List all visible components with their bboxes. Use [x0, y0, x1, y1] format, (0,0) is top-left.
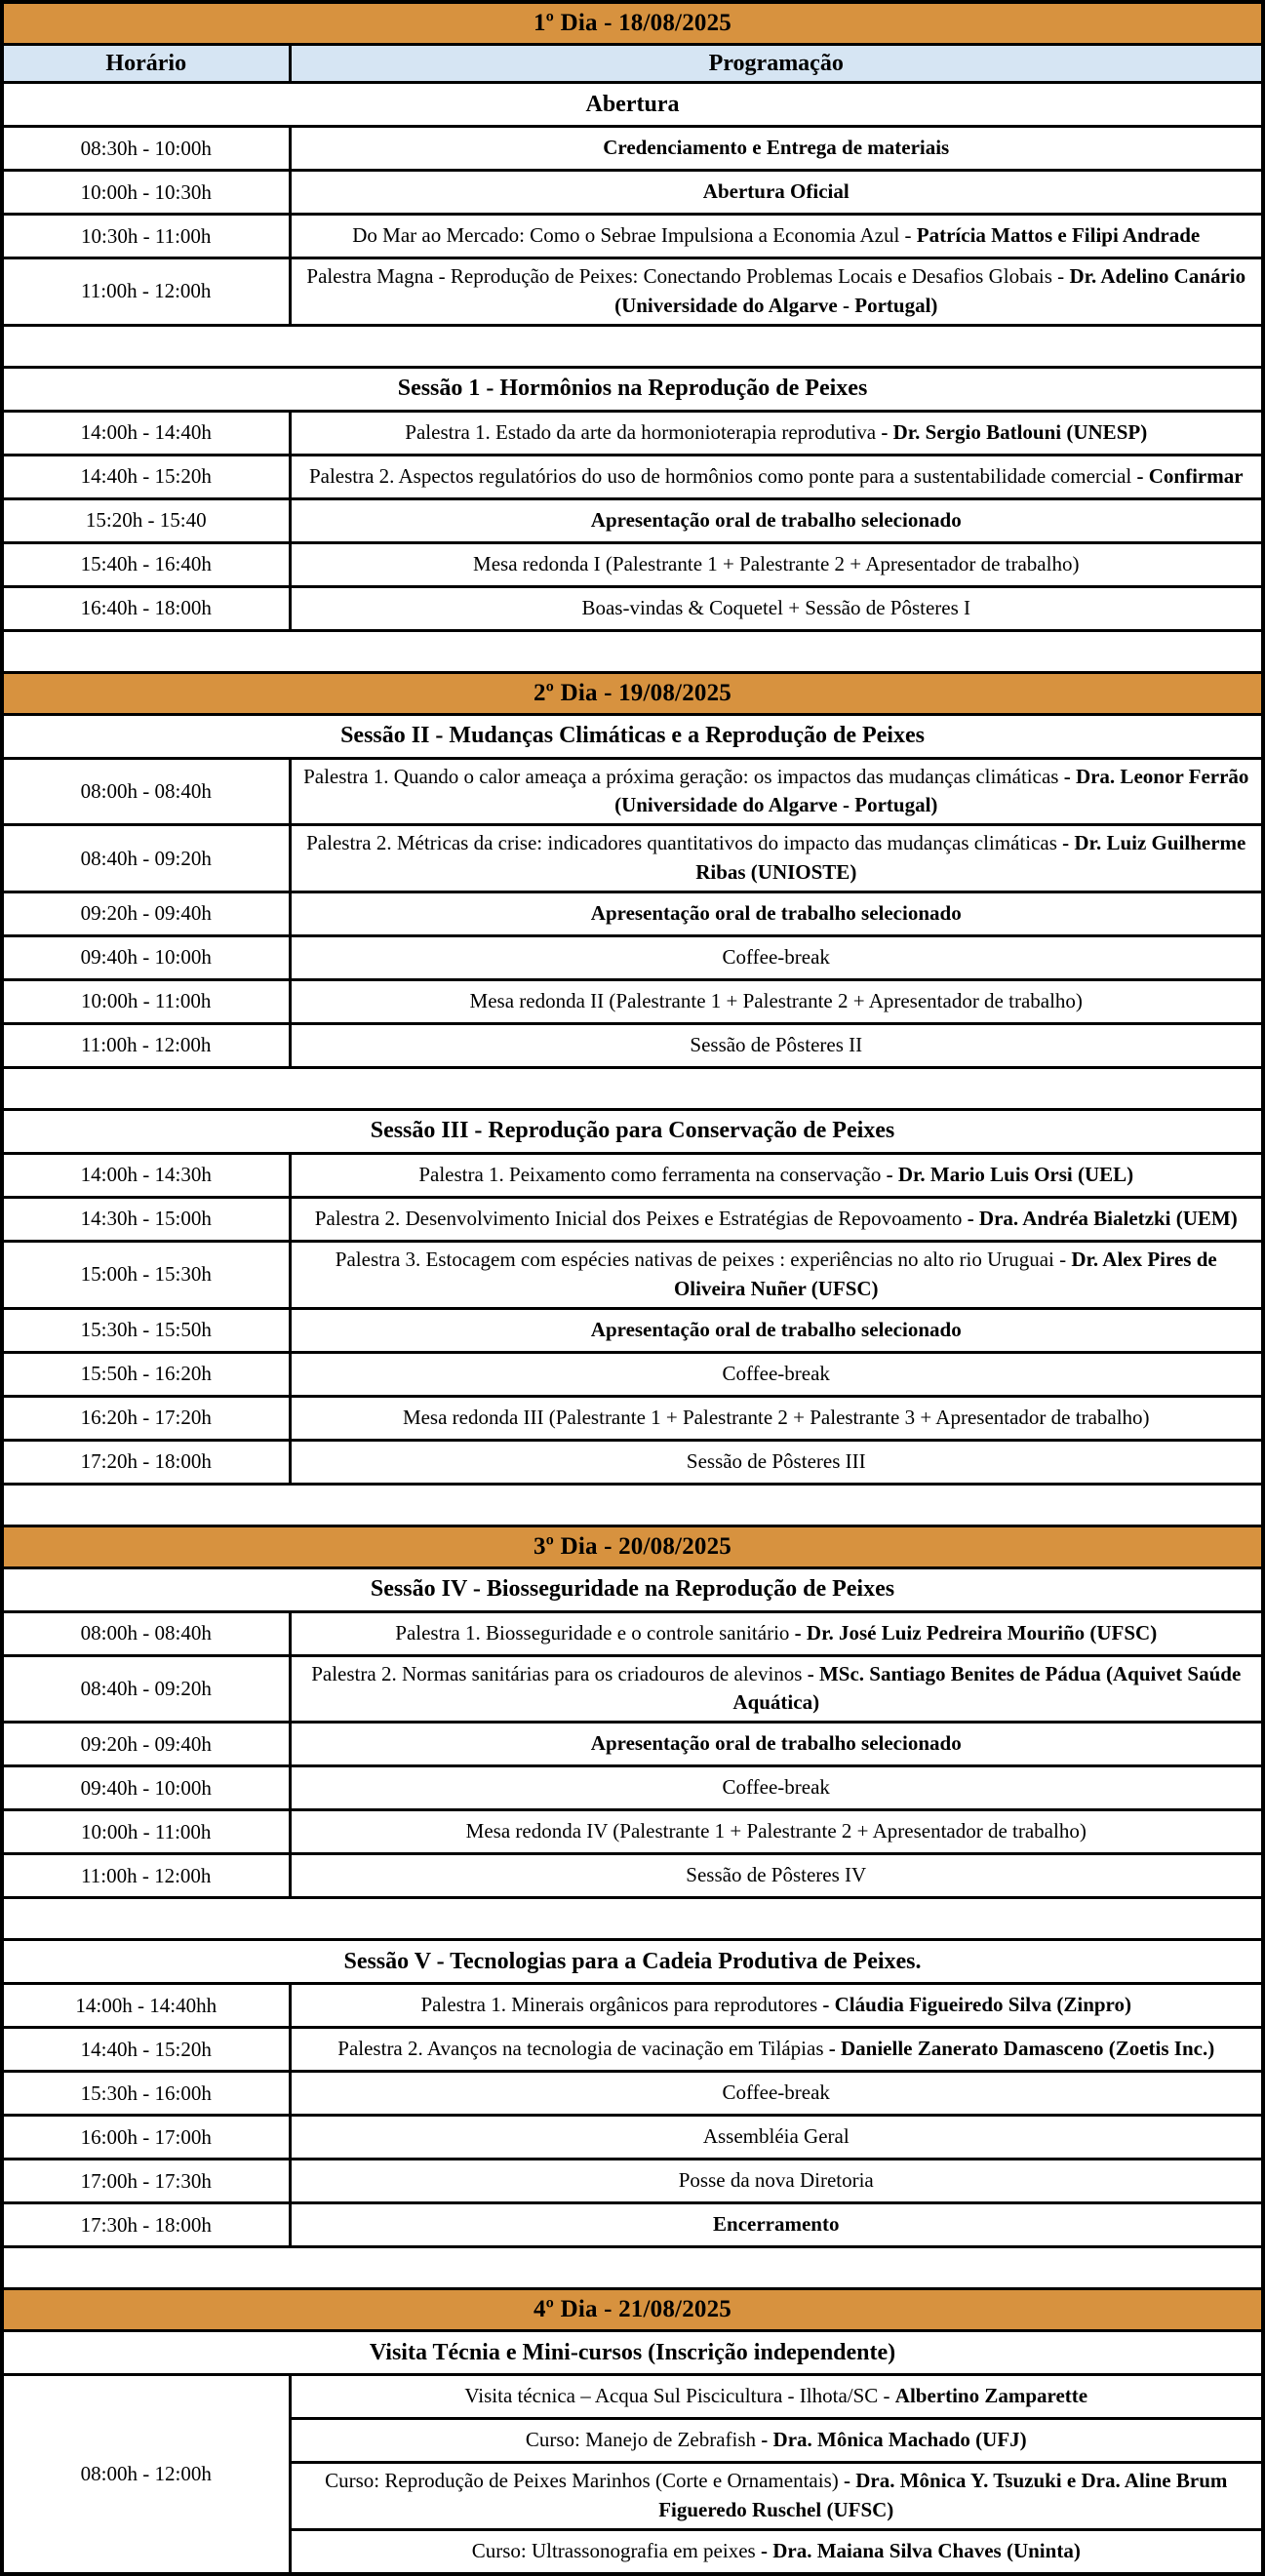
- program-cell: [290, 1308, 1263, 1352]
- session-header-row: [2, 83, 1263, 127]
- program-cell: [290, 935, 1263, 979]
- time-cell: 11:00h - 12:00h: [2, 1854, 290, 1898]
- column-header-program: Programação: [290, 45, 1263, 83]
- program-cell: [290, 1153, 1263, 1197]
- session-header-row: [2, 367, 1263, 411]
- time-cell: 15:30h - 15:50h: [2, 1308, 290, 1352]
- program-text: Palestra 2. Avanços na tecnologia de vacinação em Tilápias: [337, 2037, 829, 2061]
- time-cell: 15:00h - 15:30h: [2, 1241, 290, 1308]
- schedule-row: [2, 1810, 1263, 1854]
- spacer-row: [2, 630, 1263, 672]
- program-text: Do Mar ao Mercado: Como o Sebrae Impulsiona a Economia Azul -: [352, 223, 917, 248]
- time-cell: 17:30h - 18:00h: [2, 2203, 290, 2247]
- time-cell: 08:30h - 10:00h: [2, 127, 290, 171]
- schedule-row: [2, 2375, 1263, 2419]
- time-cell: 09:40h - 10:00h: [2, 1766, 290, 1810]
- program-cell: [290, 1396, 1263, 1440]
- program-cell: [290, 825, 1263, 892]
- program-text: Palestra 2. Aspectos regulatórios do uso de hormônios como ponte para a sustentabilidade comercial: [308, 463, 1137, 488]
- program-text: Curso: Ultrassonografia em peixes: [471, 2538, 761, 2562]
- program-text: Boas-vindas & Coquetel + Sessão de Pôsteres I: [581, 595, 971, 619]
- day-header-row: [2, 2289, 1263, 2331]
- program-text: Curso: Manejo de Zebrafish: [525, 2428, 762, 2452]
- schedule-row: [2, 1153, 1263, 1197]
- time-cell: 15:30h - 16:00h: [2, 2072, 290, 2116]
- schedule-row: [2, 1655, 1263, 1723]
- session-header: Visita Técnia e Mini-cursos (Inscrição independente): [2, 2331, 1263, 2375]
- session-header-row: [2, 1109, 1263, 1153]
- program-text: Coffee-break: [722, 1361, 830, 1385]
- schedule-row: [2, 1197, 1263, 1241]
- session-header-row: [2, 1567, 1263, 1611]
- program-text-bold: - Dr. Sergio Batlouni (UNESP): [881, 419, 1148, 444]
- program-cell: [290, 127, 1263, 171]
- program-text-bold: Albertino Zamparette: [894, 2384, 1088, 2408]
- program-cell: [290, 979, 1263, 1023]
- time-cell: 16:20h - 17:20h: [2, 1396, 290, 1440]
- schedule-row: [2, 935, 1263, 979]
- program-text-bold: - Danielle Zanerato Damasceno (Zoetis Inc.): [828, 2037, 1215, 2061]
- program-text-bold: Dr. Adelino Canário (Universidade do Algarve - Portugal): [614, 264, 1246, 317]
- program-cell: [290, 1655, 1263, 1723]
- schedule-row: [2, 758, 1263, 825]
- program-cell: [290, 2419, 1263, 2463]
- spacer-cell: [2, 2247, 1263, 2289]
- program-text: Palestra 1. Quando o calor ameaça a próxima geração: os impactos das mudanças climáticas: [303, 764, 1064, 788]
- spacer-row: [2, 1898, 1263, 1940]
- program-text: Palestra 1. Minerais orgânicos para reprodutores: [420, 1993, 823, 2017]
- program-cell: [290, 1241, 1263, 1308]
- program-text: Palestra 1. Peixamento como ferramenta na conservação: [418, 1162, 887, 1186]
- schedule-row: [2, 1440, 1263, 1484]
- schedule-row: [2, 1023, 1263, 1067]
- schedule-row: [2, 455, 1263, 498]
- day-header: 1º Dia - 18/08/2025: [2, 2, 1263, 45]
- program-text-bold: Patrícia Mattos e Filipi Andrade: [916, 223, 1201, 248]
- session-header: Abertura: [2, 83, 1263, 127]
- session-header: Sessão IV - Biosseguridade na Reprodução de Peixes: [2, 1567, 1263, 1611]
- column-header-time: Horário: [2, 45, 290, 83]
- session-header: Sessão V - Tecnologias para a Cadeia Produtiva de Peixes.: [2, 1940, 1263, 1984]
- day-header-row: [2, 1526, 1263, 1567]
- schedule-row: [2, 542, 1263, 586]
- program-text: Curso: Reprodução de Peixes Marinhos (Corte e Ornamentais): [325, 2469, 844, 2493]
- program-text-bold: Apresentação oral de trabalho selecionado: [590, 1731, 962, 1756]
- program-text: Mesa redonda II (Palestrante 1 + Palestrante 2 + Apresentador de trabalho): [469, 988, 1083, 1012]
- time-cell: 14:00h - 14:40h: [2, 411, 290, 455]
- program-text: Posse da nova Diretoria: [678, 2168, 874, 2193]
- session-header-row: [2, 1940, 1263, 1984]
- program-text: Mesa redonda III (Palestrante 1 + Palestrante 2 + Palestrante 3 + Apresentador de trabalho): [402, 1405, 1150, 1429]
- session-header: Sessão II - Mudanças Climáticas e a Reprodução de Peixes: [2, 714, 1263, 758]
- program-cell: [290, 586, 1263, 630]
- program-text-bold: - Dra. Leonor Ferrão (Universidade do Algarve - Portugal): [614, 764, 1249, 817]
- time-cell: 10:00h - 10:30h: [2, 171, 290, 215]
- schedule-row: [2, 2203, 1263, 2247]
- column-header-row: [2, 45, 1263, 83]
- time-cell: 08:40h - 09:20h: [2, 825, 290, 892]
- time-cell: 14:40h - 15:20h: [2, 455, 290, 498]
- program-text-bold: - Dr. Luiz Guilherme Ribas (UNIOSTE): [695, 831, 1246, 885]
- spacer-cell: [2, 1898, 1263, 1940]
- program-text-bold: Apresentação oral de trabalho selecionado: [590, 1317, 962, 1341]
- program-cell: [290, 1611, 1263, 1655]
- program-cell: [290, 2463, 1263, 2530]
- schedule-row: [2, 1854, 1263, 1898]
- spacer-row: [2, 325, 1263, 367]
- schedule-row: [2, 2028, 1263, 2072]
- time-cell: 15:20h - 15:40: [2, 498, 290, 542]
- schedule-row: [2, 127, 1263, 171]
- program-text: Coffee-break: [722, 944, 830, 969]
- time-cell: 14:00h - 14:30h: [2, 1153, 290, 1197]
- time-cell: 11:00h - 12:00h: [2, 1023, 290, 1067]
- program-cell: [290, 2203, 1263, 2247]
- program-text: Assembléia Geral: [702, 2124, 850, 2149]
- program-cell: [290, 1854, 1263, 1898]
- schedule-row: [2, 1396, 1263, 1440]
- program-cell: [290, 455, 1263, 498]
- spacer-cell: [2, 1484, 1263, 1526]
- schedule-row: [2, 411, 1263, 455]
- schedule-row: [2, 1611, 1263, 1655]
- time-cell: 14:00h - 14:40hh: [2, 1984, 290, 2028]
- session-header: Sessão III - Reprodução para Conservação de Peixes: [2, 1109, 1263, 1153]
- program-cell: [290, 171, 1263, 215]
- program-cell: [290, 2529, 1263, 2574]
- program-text: Coffee-break: [722, 1775, 830, 1800]
- program-text-bold: Apresentação oral de trabalho selecionado: [590, 507, 962, 532]
- program-text-bold: Credenciamento e Entrega de materiais: [603, 136, 950, 160]
- schedule-table-body: [2, 2, 1263, 2574]
- program-cell: [290, 2116, 1263, 2160]
- program-text: Palestra 2. Normas sanitárias para os criadouros de alevinos: [311, 1661, 808, 1685]
- spacer-row: [2, 1067, 1263, 1109]
- schedule-row: [2, 171, 1263, 215]
- spacer-cell: [2, 1067, 1263, 1109]
- program-cell: [290, 1810, 1263, 1854]
- program-cell: [290, 2028, 1263, 2072]
- program-cell: [290, 1723, 1263, 1766]
- time-cell: 10:00h - 11:00h: [2, 1810, 290, 1854]
- program-cell: [290, 2375, 1263, 2419]
- program-text-bold: - MSc. Santiago Benites de Pádua (Aquivet Saúde Aquática): [732, 1661, 1242, 1715]
- program-text: Palestra 1. Estado da arte da hormonioterapia reprodutiva: [405, 419, 882, 444]
- time-cell: 09:20h - 09:40h: [2, 892, 290, 935]
- program-text: Palestra 3. Estocagem com espécies nativas de peixes : experiências no alto rio Uruguai -: [335, 1247, 1072, 1271]
- program-text-bold: - Dra. Maiana Silva Chaves (Uninta): [760, 2538, 1081, 2562]
- program-text: Sessão de Pôsteres II: [690, 1032, 863, 1056]
- schedule-row: [2, 258, 1263, 326]
- program-cell: [290, 1023, 1263, 1067]
- day-header-row: [2, 2, 1263, 45]
- program-cell: [290, 411, 1263, 455]
- program-text: Sessão de Pôsteres IV: [686, 1863, 867, 1887]
- time-cell: 08:00h - 08:40h: [2, 1611, 290, 1655]
- time-cell: 16:40h - 18:00h: [2, 586, 290, 630]
- program-text: Palestra 1. Biosseguridade e o controle sanitário: [395, 1620, 795, 1645]
- schedule-row: [2, 2072, 1263, 2116]
- schedule-row: [2, 979, 1263, 1023]
- program-text-bold: Apresentação oral de trabalho selecionado: [590, 900, 962, 925]
- program-cell: [290, 542, 1263, 586]
- time-cell: 17:00h - 17:30h: [2, 2160, 290, 2203]
- schedule-row: [2, 1723, 1263, 1766]
- schedule-row: [2, 1308, 1263, 1352]
- spacer-row: [2, 1484, 1263, 1526]
- time-cell: 08:00h - 12:00h: [2, 2375, 290, 2574]
- time-cell: 15:40h - 16:40h: [2, 542, 290, 586]
- program-text: Sessão de Pôsteres III: [686, 1448, 866, 1473]
- spacer-row: [2, 2247, 1263, 2289]
- program-text: Mesa redonda IV (Palestrante 1 + Palestrante 2 + Apresentador de trabalho): [465, 1819, 1087, 1843]
- schedule-row: [2, 1241, 1263, 1308]
- day-header: 2º Dia - 19/08/2025: [2, 672, 1263, 714]
- time-cell: 17:20h - 18:00h: [2, 1440, 290, 1484]
- program-text-bold: - Dr. Mario Luis Orsi (UEL): [886, 1162, 1134, 1186]
- session-header: Sessão 1 - Hormônios na Reprodução de Peixes: [2, 367, 1263, 411]
- schedule-row: [2, 586, 1263, 630]
- program-cell: [290, 1766, 1263, 1810]
- program-text-bold: - Cláudia Figueiredo Silva (Zinpro): [822, 1993, 1131, 2017]
- program-cell: [290, 892, 1263, 935]
- time-cell: 10:30h - 11:00h: [2, 215, 290, 258]
- time-cell: 11:00h - 12:00h: [2, 258, 290, 326]
- time-cell: 09:40h - 10:00h: [2, 935, 290, 979]
- program-text-bold: - Confirmar: [1136, 463, 1244, 488]
- schedule-row: [2, 1984, 1263, 2028]
- schedule-row: [2, 498, 1263, 542]
- time-cell: 16:00h - 17:00h: [2, 2116, 290, 2160]
- program-text: Coffee-break: [722, 2081, 830, 2105]
- spacer-cell: [2, 325, 1263, 367]
- program-text-bold: Dr. Alex Pires de Oliveira Nuñer (UFSC): [673, 1247, 1217, 1300]
- program-cell: [290, 258, 1263, 326]
- program-text-bold: Encerramento: [713, 2212, 840, 2237]
- program-cell: [290, 215, 1263, 258]
- program-cell: [290, 1352, 1263, 1396]
- day-header: 3º Dia - 20/08/2025: [2, 1526, 1263, 1567]
- schedule-row: [2, 2160, 1263, 2203]
- spacer-cell: [2, 630, 1263, 672]
- program-text-bold: Abertura Oficial: [702, 179, 850, 204]
- day-header: 4º Dia - 21/08/2025: [2, 2289, 1263, 2331]
- program-text: Palestra 2. Métricas da crise: indicadores quantitativos do impacto das mudanças climáticas: [306, 831, 1063, 855]
- time-cell: 14:40h - 15:20h: [2, 2028, 290, 2072]
- program-cell: [290, 1197, 1263, 1241]
- schedule-row: [2, 1766, 1263, 1810]
- schedule-row: [2, 215, 1263, 258]
- time-cell: 08:00h - 08:40h: [2, 758, 290, 825]
- schedule-row: [2, 1352, 1263, 1396]
- program-cell: [290, 2160, 1263, 2203]
- session-header-row: [2, 2331, 1263, 2375]
- program-text: Palestra Magna - Reprodução de Peixes: Conectando Problemas Locais e Desafios Globais -: [306, 264, 1070, 288]
- day-header-row: [2, 672, 1263, 714]
- program-cell: [290, 1984, 1263, 2028]
- program-text: Visita técnica – Acqua Sul Piscicultura - Ilhota/SC -: [464, 2384, 895, 2408]
- time-cell: 14:30h - 15:00h: [2, 1197, 290, 1241]
- time-cell: 10:00h - 11:00h: [2, 979, 290, 1023]
- time-cell: 09:20h - 09:40h: [2, 1723, 290, 1766]
- program-cell: [290, 498, 1263, 542]
- program-cell: [290, 2072, 1263, 2116]
- schedule-row: [2, 825, 1263, 892]
- program-text-bold: - Dr. José Luiz Pedreira Mouriño (UFSC): [794, 1620, 1158, 1645]
- time-cell: 15:50h - 16:20h: [2, 1352, 290, 1396]
- time-cell: 08:40h - 09:20h: [2, 1655, 290, 1723]
- program-text-bold: - Dra. Andréa Bialetzki (UEM): [967, 1206, 1238, 1230]
- session-header-row: [2, 714, 1263, 758]
- schedule-row: [2, 2116, 1263, 2160]
- program-cell: [290, 758, 1263, 825]
- program-text: Mesa redonda I (Palestrante 1 + Palestrante 2 + Apresentador de trabalho): [473, 551, 1080, 575]
- program-text-bold: - Dra. Mônica Y. Tsuzuki e Dra. Aline Brum Figueredo Ruschel (UFSC): [658, 2469, 1228, 2521]
- program-text-bold: - Dra. Mônica Machado (UFJ): [761, 2428, 1027, 2452]
- program-cell: [290, 1440, 1263, 1484]
- schedule-row: [2, 892, 1263, 935]
- program-text: Palestra 2. Desenvolvimento Inicial dos Peixes e Estratégias de Repovoamento: [314, 1206, 968, 1230]
